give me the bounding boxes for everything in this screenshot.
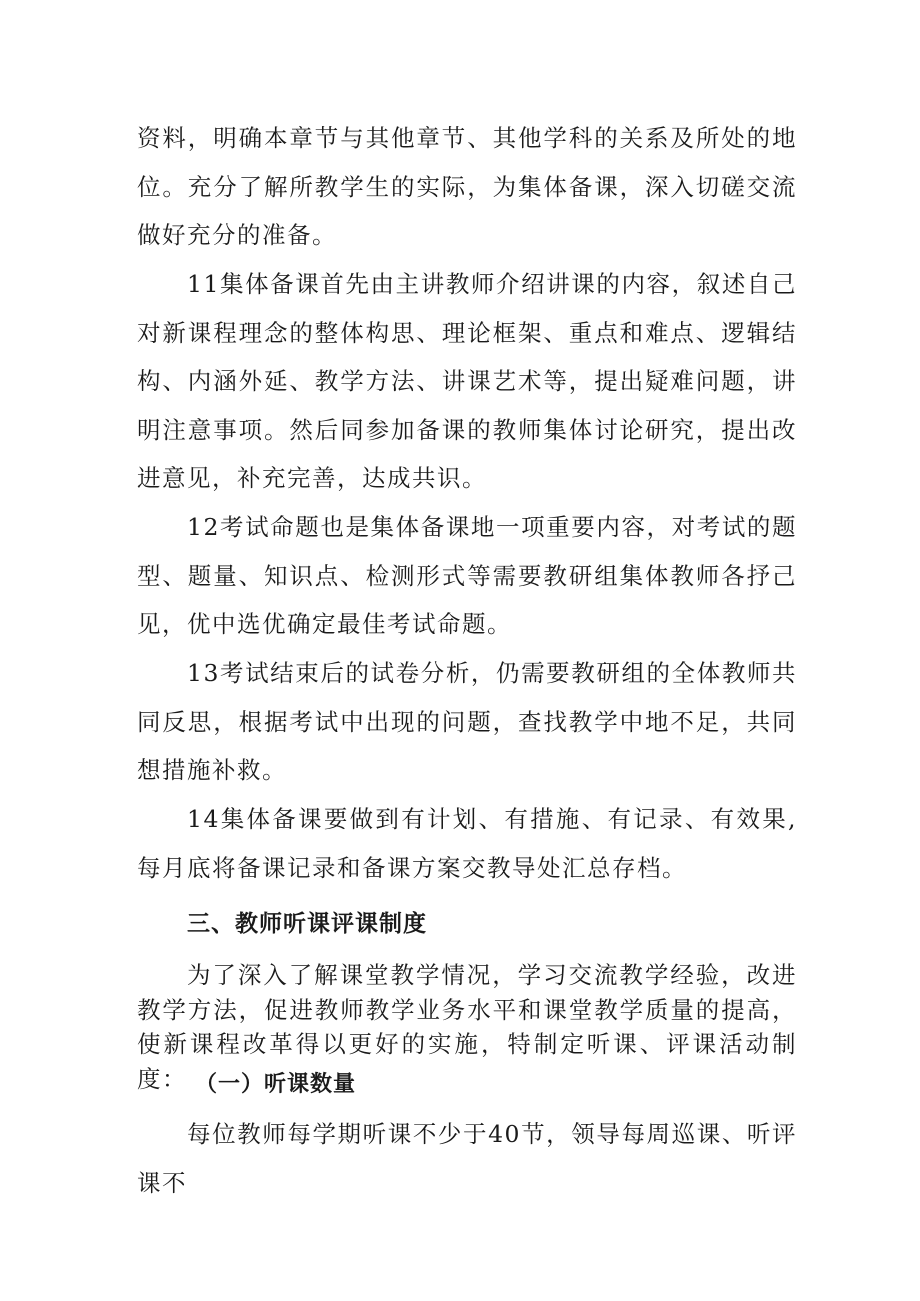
paragraph-item-12: 12考试命题也是集体备课地一项重要内容，对考试的题型、题量、知识点、检测形式等需要教研组集体教师各抒己见，优中选优确定最佳考试命题。 [137, 513, 797, 639]
paragraph-listening-count: 每位教师每学期听课不少于40节，领导每周巡课、听评课不 [137, 1120, 797, 1197]
section-heading: 三、教师听课评课制度 [187, 911, 427, 937]
paragraph-item-11: 11集体备课首先由主讲教师介绍讲课的内容，叙述自己对新课程理念的整体构思、理论框架、重点和难点、逻辑结构、内涵外延、教学方法、讲课艺术等，提出疑难问题，讲明注意事项。然后同参加备课的教师集体讨论研究，提出改进意见，补充完善，达成共识。 [137, 270, 797, 493]
paragraph-prep-materials: 资料，明确本章节与其他章节、其他学科的关系及所处的地位。充分了解所教学生的实际，为集体备课，深入切磋交流做好充分的准备。 [137, 124, 797, 250]
paragraph-item-14: 14集体备课要做到有计划、有措施、有记录、有效果,每月底将备课记录和备课方案交教导处汇总存档。 [137, 805, 797, 882]
paragraph-item-13: 13考试结束后的试卷分析，仍需要教研组的全体教师共同反思，根据考试中出现的问题，查找教学中地不足，共同想措施补救。 [137, 659, 797, 785]
subheading-listening-quantity: （一）听课数量 [195, 1071, 357, 1097]
section-intro-paragraph: 为了深入了解课堂教学情况，学习交流教学经验，改进教学方法，促进教师教学业务水平和课堂教学质量的提高，使新课程改革得以更好的实施，特制定听课、评课活动制度： [137, 961, 797, 1093]
